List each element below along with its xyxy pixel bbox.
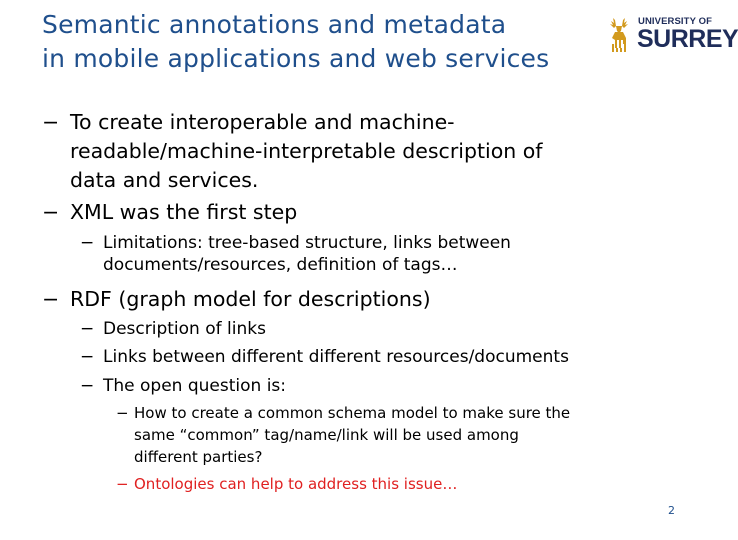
logo-text-university-of: UNIVERSITY OF — [638, 16, 712, 27]
slide-title-line-2: in mobile applications and web services — [42, 44, 550, 73]
logo-text-surrey: SURREY — [637, 25, 738, 53]
bullet-marker: − — [42, 110, 60, 134]
bullet-marker: − — [42, 200, 60, 224]
bullet-3-sub-1: Description of links — [103, 319, 266, 339]
bullet-3-sub-3-sub-1-line-1: How to create a common schema model to make sure the — [134, 404, 571, 422]
sub-bullet-marker: − — [80, 347, 95, 367]
sub-sub-bullet-marker: − — [116, 475, 129, 493]
bullet-3-sub-3: The open question is: — [103, 376, 287, 396]
university-logo — [604, 10, 738, 56]
sub-bullet-marker: − — [80, 319, 95, 339]
page-number: 2 — [668, 504, 675, 517]
bullet-1-line-3: data and services. — [70, 168, 259, 192]
sub-bullet-marker: − — [80, 376, 95, 396]
sub-bullet-marker: − — [80, 233, 95, 253]
sub-sub-bullet-marker: − — [116, 404, 129, 422]
bullet-1-line-1: To create interoperable and machine- — [70, 110, 455, 134]
slide-title-line-1: Semantic annotations and metadata — [42, 10, 507, 39]
bullet-2-sub-1-line-2: documents/resources, definition of tags… — [103, 255, 458, 275]
bullet-marker: − — [42, 287, 60, 311]
bullet-1-line-2: readable/machine-interpretable description of — [70, 139, 543, 163]
bullet-2: XML was the first step — [70, 200, 298, 224]
bullet-3-sub-3-sub-1-line-2: same “common” tag/name/link will be used among — [134, 426, 519, 444]
bullet-3-sub-3-sub-1-line-3: different parties? — [134, 448, 263, 466]
stag-emblem-icon — [604, 14, 634, 54]
bullet-3-sub-3-sub-2: Ontologies can help to address this issue… — [134, 475, 458, 493]
slide-title — [42, 8, 602, 76]
bullet-2-sub-1-line-1: Limitations: tree-based structure, links between — [103, 233, 511, 253]
bullet-3-sub-2: Links between different different resources/documents — [103, 347, 569, 367]
bullet-3: RDF (graph model for descriptions) — [70, 287, 431, 311]
